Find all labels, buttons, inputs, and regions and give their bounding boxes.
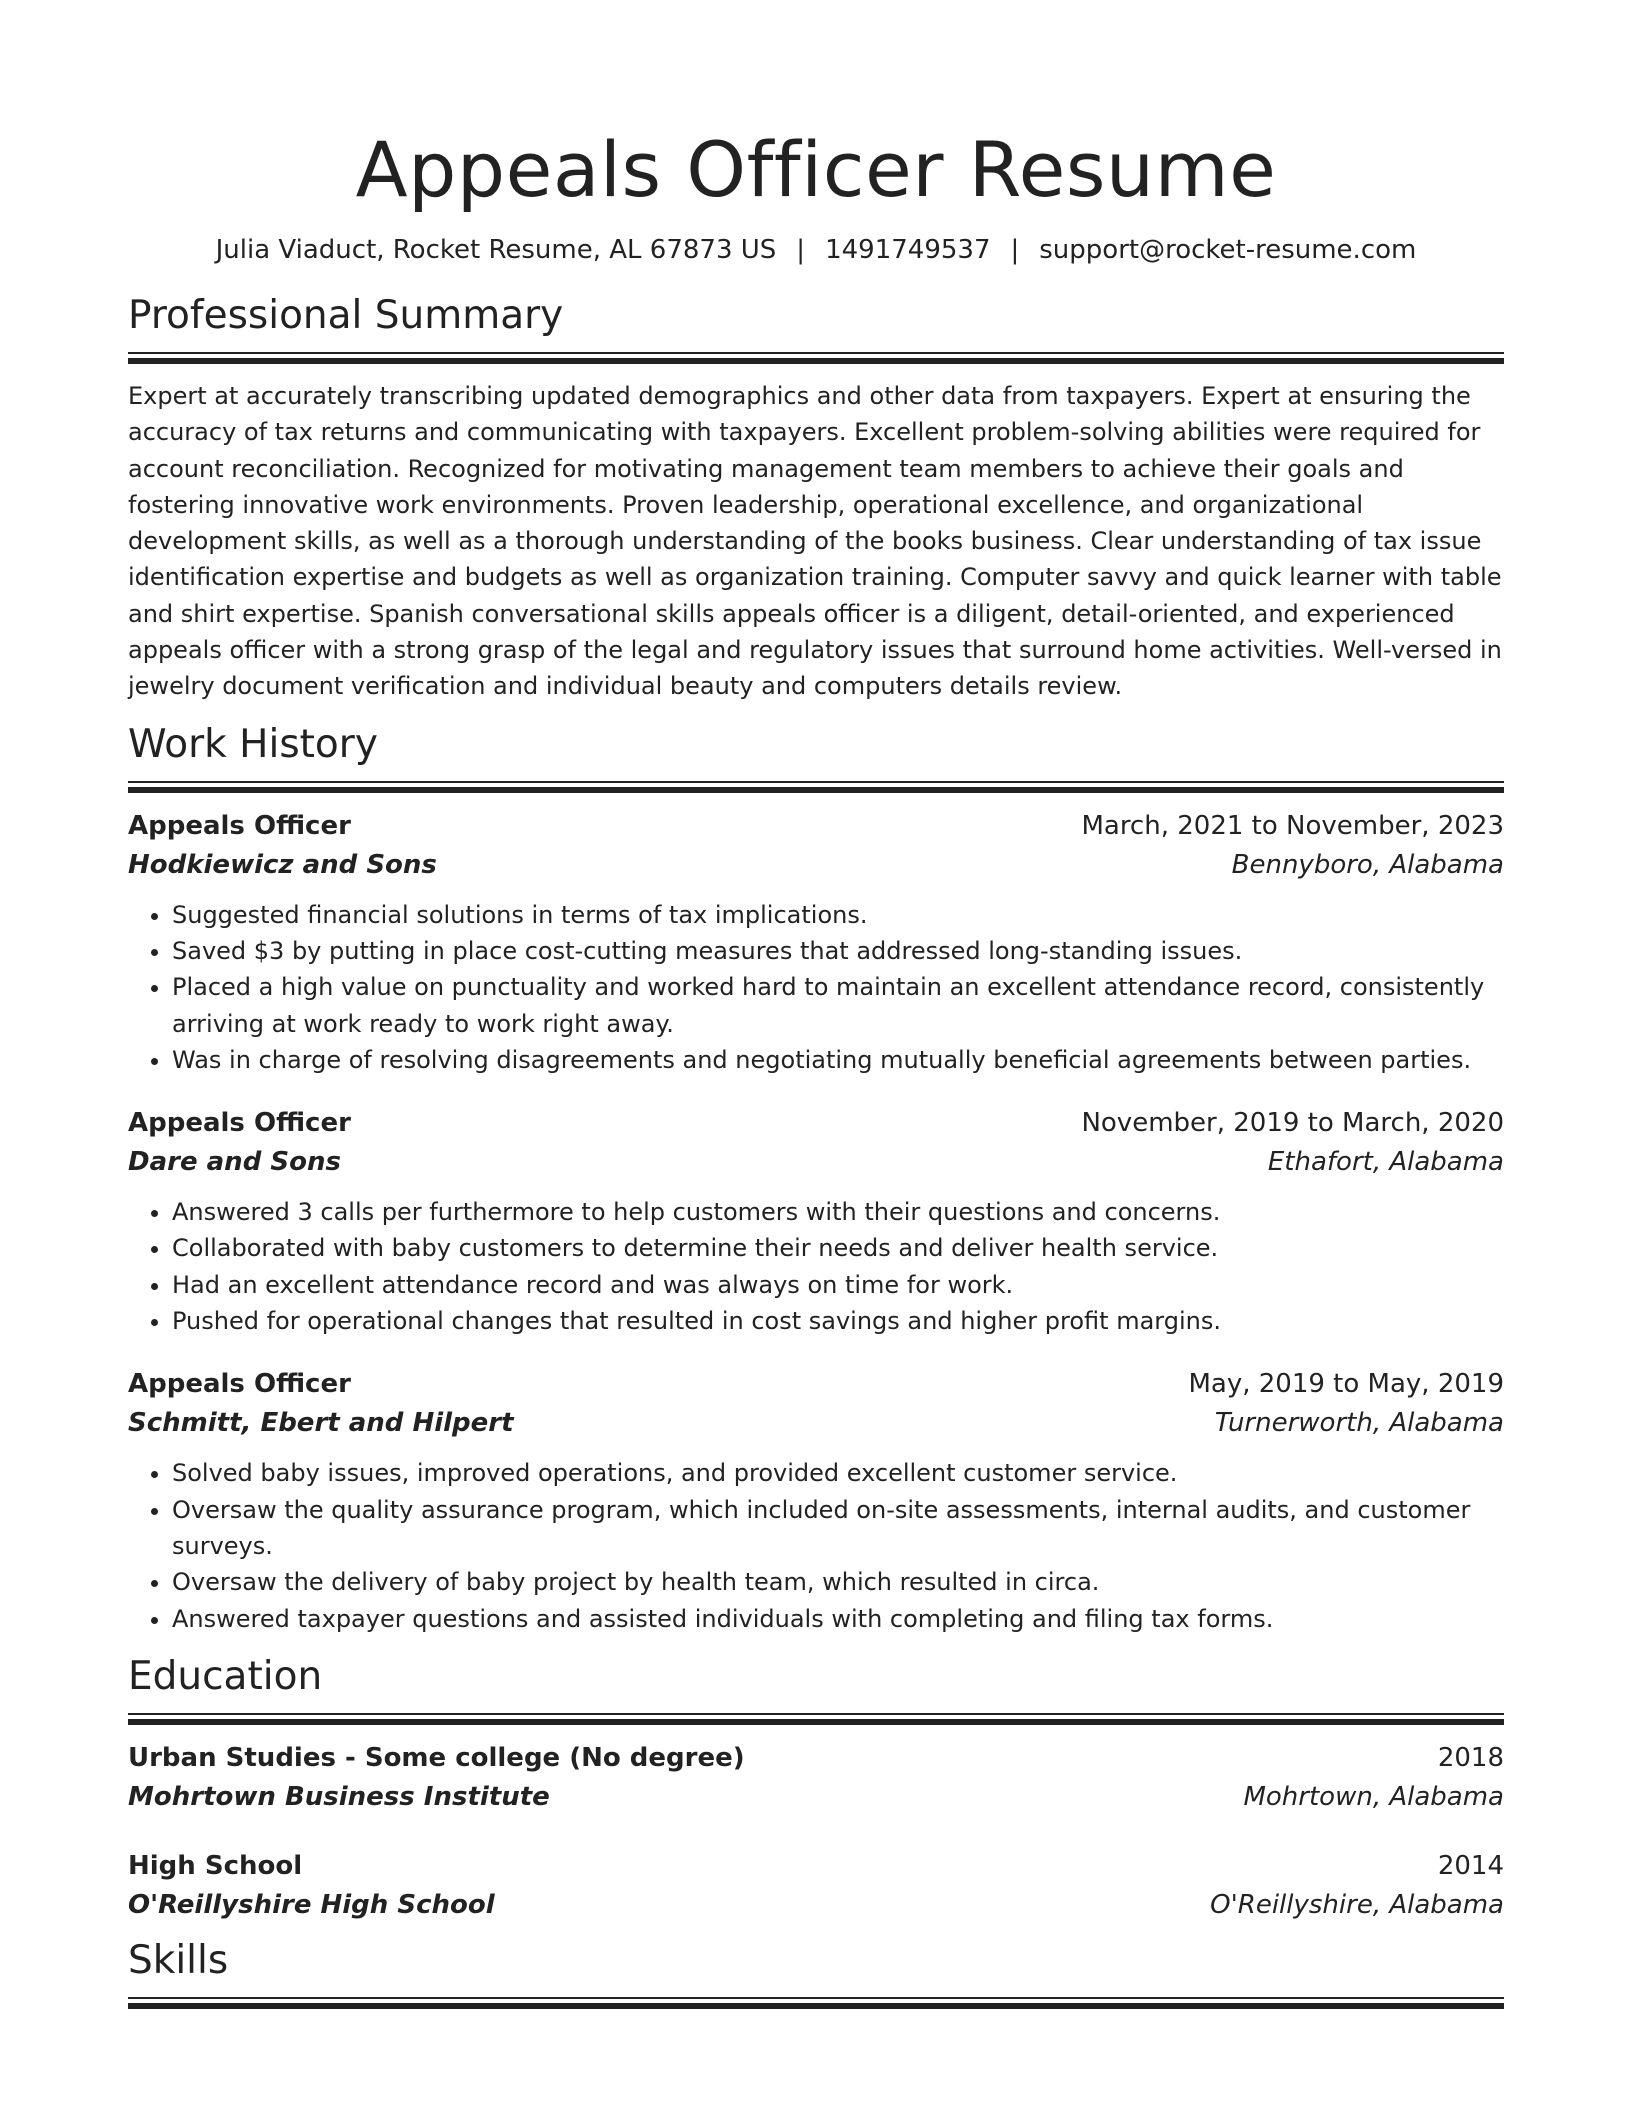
- education-location: O'Reillyshire, Alabama: [1210, 1889, 1504, 1920]
- education-year: 2018: [1437, 1742, 1504, 1773]
- section-heading-summary: Professional Summary: [128, 293, 564, 338]
- work-history-section: [128, 719, 1504, 1637]
- contact-separator: |: [1010, 235, 1020, 265]
- section-divider: [128, 352, 1504, 364]
- job-role: Appeals Officer: [128, 1108, 351, 1139]
- job-header-row: [128, 1365, 1504, 1403]
- section-heading-work-history: Work History: [128, 721, 378, 767]
- job-header-row: [128, 1104, 1504, 1142]
- job-bullet-list: [128, 1194, 1504, 1339]
- section-divider: [128, 1713, 1504, 1725]
- education-header-row: [128, 1847, 1504, 1885]
- job-company: Hodkiewicz and Sons: [128, 849, 437, 880]
- contact-phone: 1491749537: [825, 235, 991, 265]
- job-dates: May, 2019 to May, 2019: [1188, 1369, 1504, 1400]
- job-bullet: • Answered taxpayer questions and assisted individuals with completing and filing tax forms.: [172, 1601, 1504, 1637]
- job-bullet: • Had an excellent attendance record and was always on time for work.: [172, 1267, 1504, 1303]
- education-section: [128, 1651, 1504, 1925]
- job-entry: [128, 1104, 1504, 1339]
- job-role: Appeals Officer: [128, 810, 351, 841]
- section-heading-skills: Skills: [128, 1937, 229, 1983]
- job-entry: [128, 807, 1504, 1078]
- job-bullet: • Solved baby issues, improved operations, and provided excellent customer service.: [172, 1455, 1504, 1491]
- job-company-row: [128, 845, 1504, 885]
- skills-section: [128, 1935, 1504, 2009]
- contact-email[interactable]: support@rocket-resume.com: [1039, 235, 1417, 265]
- education-entry: [128, 1847, 1504, 1925]
- summary-section: [128, 290, 1504, 705]
- job-company-row: [128, 1142, 1504, 1182]
- job-location: Bennyboro, Alabama: [1231, 849, 1504, 880]
- job-bullet: • Oversaw the quality assurance program, which included on-site assessments, internal audits, and customer surveys.: [172, 1492, 1504, 1565]
- contact-address: Julia Viaduct, Rocket Resume, AL 67873 US: [215, 235, 777, 265]
- contact-separator: |: [796, 235, 806, 265]
- section-heading-education: Education: [128, 1653, 323, 1699]
- education-location: Mohrtown, Alabama: [1243, 1781, 1504, 1812]
- section-divider: [128, 1997, 1504, 2009]
- job-bullet: • Pushed for operational changes that resulted in cost savings and higher profit margins.: [172, 1303, 1504, 1339]
- job-bullet: • Oversaw the delivery of baby project by health team, which resulted in circa.: [172, 1564, 1504, 1600]
- job-entry: [128, 1365, 1504, 1636]
- job-bullet: • Was in charge of resolving disagreements and negotiating mutually beneficial agreements between parties.: [172, 1042, 1504, 1078]
- job-bullet: • Saved $3 by putting in place cost-cutting measures that addressed long-standing issues.: [172, 933, 1504, 969]
- job-bullet: • Suggested financial solutions in terms of tax implications.: [172, 897, 1504, 933]
- job-role: Appeals Officer: [128, 1369, 351, 1400]
- job-dates: March, 2021 to November, 2023: [1081, 810, 1504, 841]
- education-header-row: [128, 1739, 1504, 1777]
- education-school-row: [128, 1777, 1504, 1817]
- job-bullet-list: [128, 1455, 1504, 1636]
- job-location: Ethafort, Alabama: [1267, 1147, 1504, 1178]
- job-bullet-list: [128, 897, 1504, 1078]
- section-divider: [128, 781, 1504, 793]
- job-bullet: • Answered 3 calls per furthermore to help customers with their questions and concerns.: [172, 1194, 1504, 1230]
- education-school: O'Reillyshire High School: [128, 1889, 495, 1920]
- education-school-row: [128, 1885, 1504, 1925]
- education-degree: Urban Studies - Some college (No degree): [128, 1742, 745, 1773]
- job-bullet: • Collaborated with baby customers to determine their needs and deliver health service.: [172, 1230, 1504, 1266]
- education-year: 2014: [1437, 1850, 1504, 1881]
- education-school: Mohrtown Business Institute: [128, 1781, 550, 1812]
- job-location: Turnerworth, Alabama: [1214, 1408, 1504, 1439]
- education-degree: High School: [128, 1850, 303, 1881]
- resume-title: Appeals Officer Resume: [355, 125, 1277, 214]
- job-company-row: [128, 1403, 1504, 1443]
- job-company: Schmitt, Ebert and Hilpert: [128, 1408, 514, 1439]
- job-header-row: [128, 807, 1504, 845]
- summary-text: Expert at accurately transcribing updated demographics and other data from taxpayers. Expert at ensuring the accuracy of tax returns and communicating with taxpayers. Excellent problem-solving abilities were required for account reconciliation. Recognized for motivating management team members to achieve their goals and fostering innovative work environments. Proven leadership, operational excellence, and organizational development skills, as well as a thorough understanding of the books business. Clear understanding of tax issue identification expertise and budgets as well as organization training. Computer savvy and quick learner with table and shirt expertise. Spanish conversational skills appeals officer is a diligent, detail-oriented, and experienced appeals officer with a strong grasp of the legal and regulatory issues that surround home activities. Well-versed in jewelry document verification and individual beauty and computers details review.: [128, 382, 1502, 701]
- job-bullet: • Placed a high value on punctuality and worked hard to maintain an excellent attendance record, consistently arriving at work ready to work right away.: [172, 969, 1504, 1042]
- job-dates: November, 2019 to March, 2020: [1081, 1108, 1504, 1139]
- job-company: Dare and Sons: [128, 1147, 341, 1178]
- education-entry: [128, 1739, 1504, 1817]
- contact-line: [128, 232, 1504, 268]
